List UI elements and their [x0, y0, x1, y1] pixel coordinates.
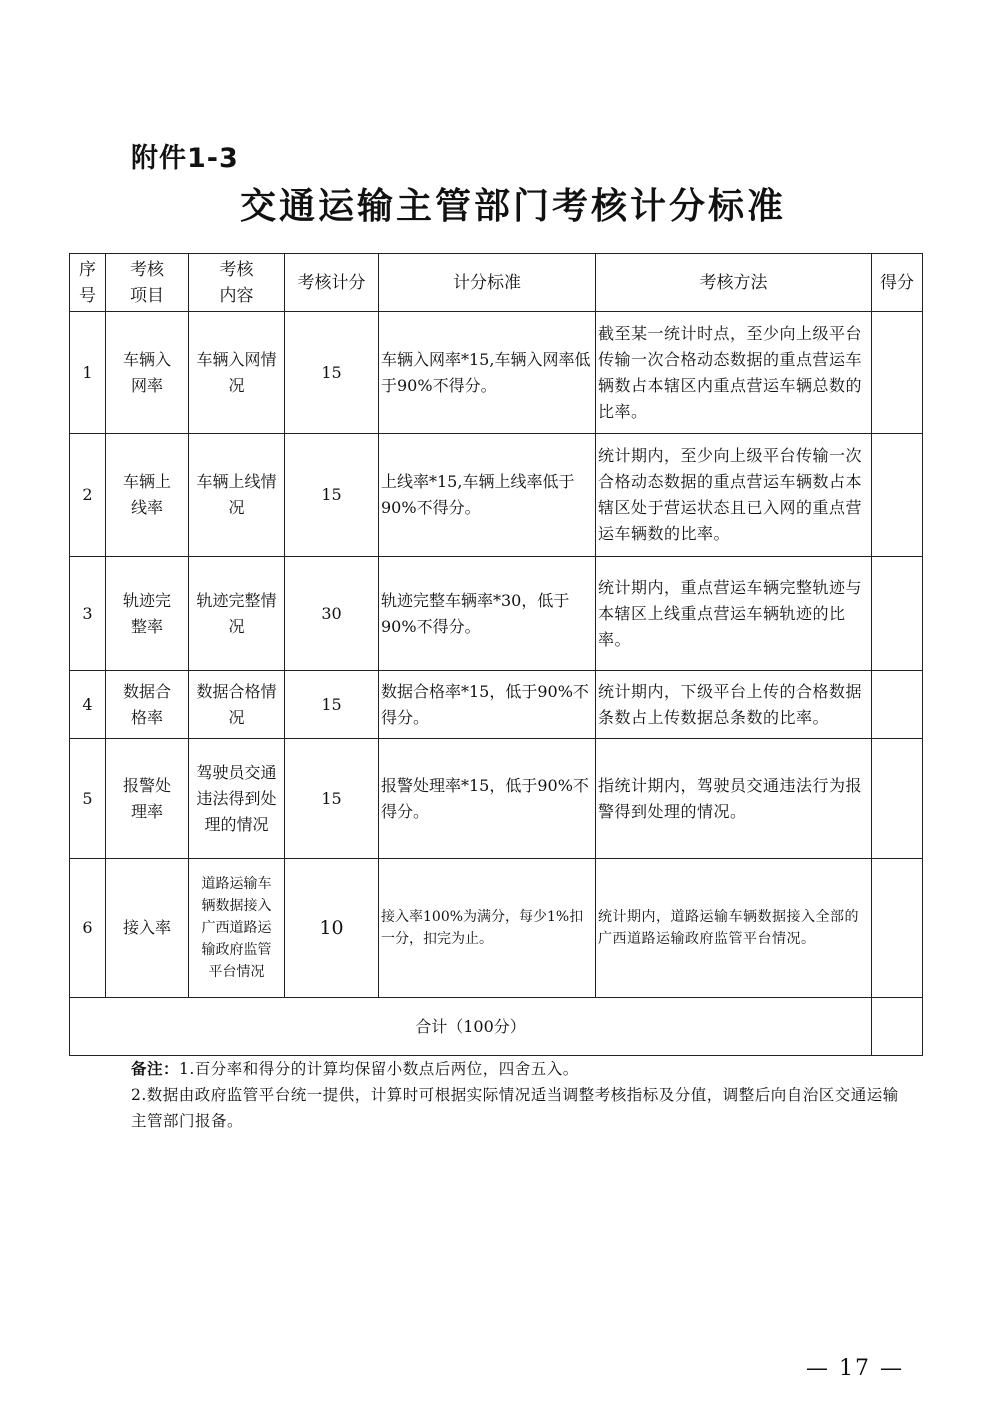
row-item: 接入率 [106, 859, 189, 998]
table-total-row [70, 998, 923, 1056]
row-standard: 上线率*15,车辆上线率低于90%不得分。 [379, 434, 596, 557]
row-method: 统计期内，下级平台上传的合格数据条数占上传数据总条数的比率。 [596, 671, 872, 739]
row-score: 10 [285, 859, 379, 998]
table-row [70, 859, 923, 998]
row-method: 统计期内，重点营运车辆完整轨迹与本辖区上线重点营运车辆轨迹的比率。 [596, 557, 872, 671]
row-score: 30 [285, 557, 379, 671]
row-method: 统计期内，道路运输车辆数据接入全部的广西道路运输政府监管平台情况。 [596, 859, 872, 998]
row-standard: 轨迹完整车辆率*30，低于90%不得分。 [379, 557, 596, 671]
row-result [872, 557, 923, 671]
row-score: 15 [285, 739, 379, 859]
row-method: 统计期内，至少向上级平台传输一次合格动态数据的重点营运车辆数占本辖区处于营运状态且已入网的重点营运车辆数的比率。 [596, 434, 872, 557]
table-row [70, 434, 923, 557]
table-row [70, 557, 923, 671]
row-content: 道路运输车辆数据接入广西道路运输政府监管平台情况 [189, 859, 285, 998]
document-title: 交通运输主管部门考核计分标准 [239, 186, 786, 227]
notes-block [131, 1056, 911, 1134]
table-row [70, 312, 923, 434]
row-item: 车辆入网率 [106, 312, 189, 434]
row-seq: 4 [70, 671, 106, 739]
row-seq: 2 [70, 434, 106, 557]
table-header-row [70, 254, 923, 312]
row-item: 车辆上线率 [106, 434, 189, 557]
table-row [70, 739, 923, 859]
row-item: 数据合格率 [106, 671, 189, 739]
header-seq: 序号 [70, 254, 106, 312]
row-score: 15 [285, 434, 379, 557]
row-method: 指统计期内，驾驶员交通违法行为报警得到处理的情况。 [596, 739, 872, 859]
row-content: 驾驶员交通违法得到处理的情况 [189, 739, 285, 859]
row-content: 车辆入网情况 [189, 312, 285, 434]
row-seq: 6 [70, 859, 106, 998]
row-seq: 1 [70, 312, 106, 434]
header-result: 得分 [872, 254, 923, 312]
header-method: 考核方法 [596, 254, 872, 312]
row-content: 数据合格情况 [189, 671, 285, 739]
row-result [872, 434, 923, 557]
row-content: 车辆上线情况 [189, 434, 285, 557]
row-method: 截至某一统计时点，至少向上级平台传输一次合格动态数据的重点营运车辆数占本辖区内重点营运车辆总数的比率。 [596, 312, 872, 434]
row-content: 轨迹完整情况 [189, 557, 285, 671]
table-row [70, 671, 923, 739]
row-result [872, 739, 923, 859]
row-standard: 接入率100%为满分，每少1%扣一分，扣完为止。 [379, 859, 596, 998]
row-item: 轨迹完整率 [106, 557, 189, 671]
note-line-1 [131, 1056, 911, 1082]
total-label: 合计（100分） [70, 998, 872, 1056]
row-score: 15 [285, 671, 379, 739]
attachment-label: 附件1-3 [131, 143, 239, 174]
row-standard: 车辆入网率*15,车辆入网率低于90%不得分。 [379, 312, 596, 434]
row-result [872, 312, 923, 434]
header-score: 考核计分 [285, 254, 379, 312]
row-seq: 5 [70, 739, 106, 859]
page-number: — 17 — [806, 1356, 904, 1381]
header-standard: 计分标准 [379, 254, 596, 312]
row-score: 15 [285, 312, 379, 434]
total-result [872, 998, 923, 1056]
scoring-table [69, 253, 923, 1056]
note-1: 1.百分率和得分的计算均保留小数点后两位，四舍五入。 [179, 1060, 579, 1078]
row-result [872, 859, 923, 998]
note-2: 2.数据由政府监管平台统一提供，计算时可根据实际情况适当调整考核指标及分值，调整后向自治区交通运输主管部门报备。 [131, 1086, 899, 1130]
header-item: 考核项目 [106, 254, 189, 312]
row-standard: 报警处理率*15，低于90%不得分。 [379, 739, 596, 859]
notes-label: 备注： [131, 1060, 180, 1078]
row-result [872, 671, 923, 739]
header-content: 考核内容 [189, 254, 285, 312]
row-seq: 3 [70, 557, 106, 671]
row-standard: 数据合格率*15，低于90%不得分。 [379, 671, 596, 739]
row-item: 报警处理率 [106, 739, 189, 859]
